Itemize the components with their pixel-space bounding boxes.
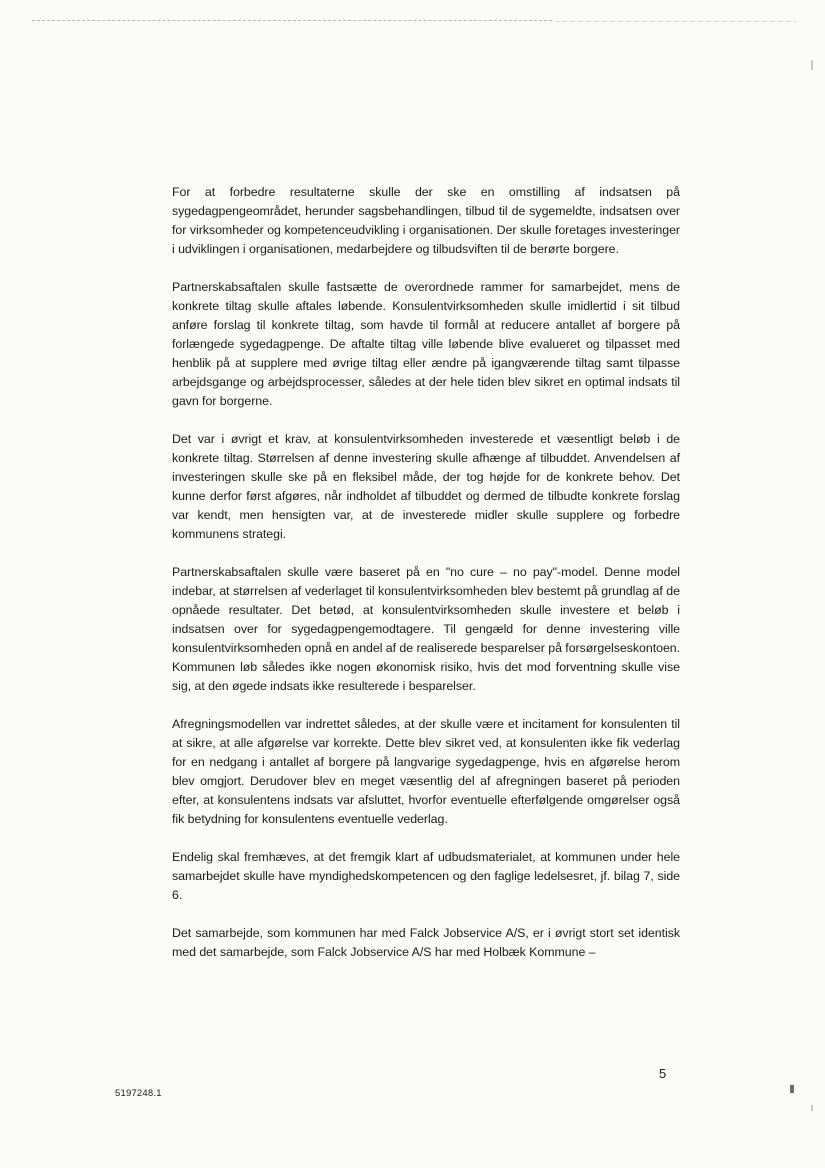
paragraph-2: Partnerskabsaftalen skulle fastsætte de overordnede rammer for samarbejdet, mens de konkrete tiltag skulle aftales løbende. Konsulentvirksomheden skulle imidlertid i sit tilbud anføre forslag til konkrete tiltag, som havde til formål at reducere antallet af borgere på forlængede sygedagpenge. De aftalte tiltag ville løbende blive evalueret og tilpasset med henblik på at supplere med øvrige tiltag eller ændre på igangværende tiltag samt tilpasse arbejdsgange og arbejdsprocesser, således at der hele tiden blev sikret en optimal indsats til gavn for borgerne. — [172, 280, 680, 408]
scan-edge-mark — [790, 1085, 794, 1093]
paragraph-4: Partnerskabsaftalen skulle være baseret på en "no cure – no pay"-model. Denne model indebar, at størrelsen af vederlaget til konsulentvirksomheden blev bestemt på grundlag af de opnåede resultater. Det betød, at konsulentvirksomheden skulle investere et beløb i indsatsen over for sygedagpengemodtagere. Til gengæld for denne investering ville konsulentvirksomheden opnå en andel af de realiserede besparelser på forsørgelseskontoen. Kommunen løb således ikke nogen økonomisk risiko, hvis det mod forventning skulle vise sig, at den øgede indsats ikke resulterede i besparelser. — [172, 565, 681, 693]
scan-edge-mark — [811, 60, 813, 70]
paragraph-1: For at forbedre resultaterne skulle der ske en omstilling af indsatsen på sygedagpengeområdet, herunder sagsbehandlingen, tilbud til de sygemeldte, indsatsen over for virksomheder og kompetenceudvikling i organisationen. Der skulle foretages investeringer i udviklingen i organisationen, medarbejdere og tilbudsviften til de berørte borgere. — [172, 185, 680, 256]
scan-top-rule-faint — [556, 21, 796, 22]
paragraph-3: Det var i øvrigt et krav, at konsulentvirksomheden investerede et væsentligt beløb i de konkrete tiltag. Størrelsen af denne investering skulle afhænge af tilbuddet. Anvendelsen af investeringen skulle ske på en fleksibel måde, der tog højde for de konkrete behov. Det kunne derfor først afgøres, når indholdet af tilbuddet og dermed de tilbudte konkrete forslag var kendt, men hensigten var, at de investerede midler skulle supplere og forbedre kommunens strategi. — [172, 432, 680, 541]
document-id: 5197248.1 — [115, 1088, 162, 1099]
paragraph-7: Det samarbejde, som kommunen har med Falck Jobservice A/S, er i øvrigt stort set identisk med det samarbejde, som Falck Jobservice A/S har med Holbæk Kommune – — [172, 926, 680, 959]
paragraph-5: Afregningsmodellen var indrettet således, at der skulle være et incitament for konsulenten til at sikre, at alle afgørelse var korrekte. Dette blev sikret ved, at konsulenten ikke fik vederlag for en nedgang i antallet af borgere på langvarige sygedagpenge, hvis en afgørelse herom blev omgjort. Derudover blev en meget væsentlig del af afregningen baseret på perioden efter, at konsulentens indsats var afsluttet, hvorfor eventuelle efterfølgende omgørelser også fik betydning for konsulentens eventuelle vederlag. — [172, 717, 680, 826]
body-text — [172, 183, 680, 981]
page-number: 5 — [659, 1066, 667, 1081]
scan-top-rule — [32, 20, 552, 21]
paragraph-6: Endelig skal fremhæves, at det fremgik klart af udbudsmaterialet, at kommunen under hele samarbejdet skulle have myndighedskompetencen og den faglige ledelsesret, jf. bilag 7, side 6. — [172, 850, 680, 902]
scan-edge-mark — [811, 1105, 813, 1111]
